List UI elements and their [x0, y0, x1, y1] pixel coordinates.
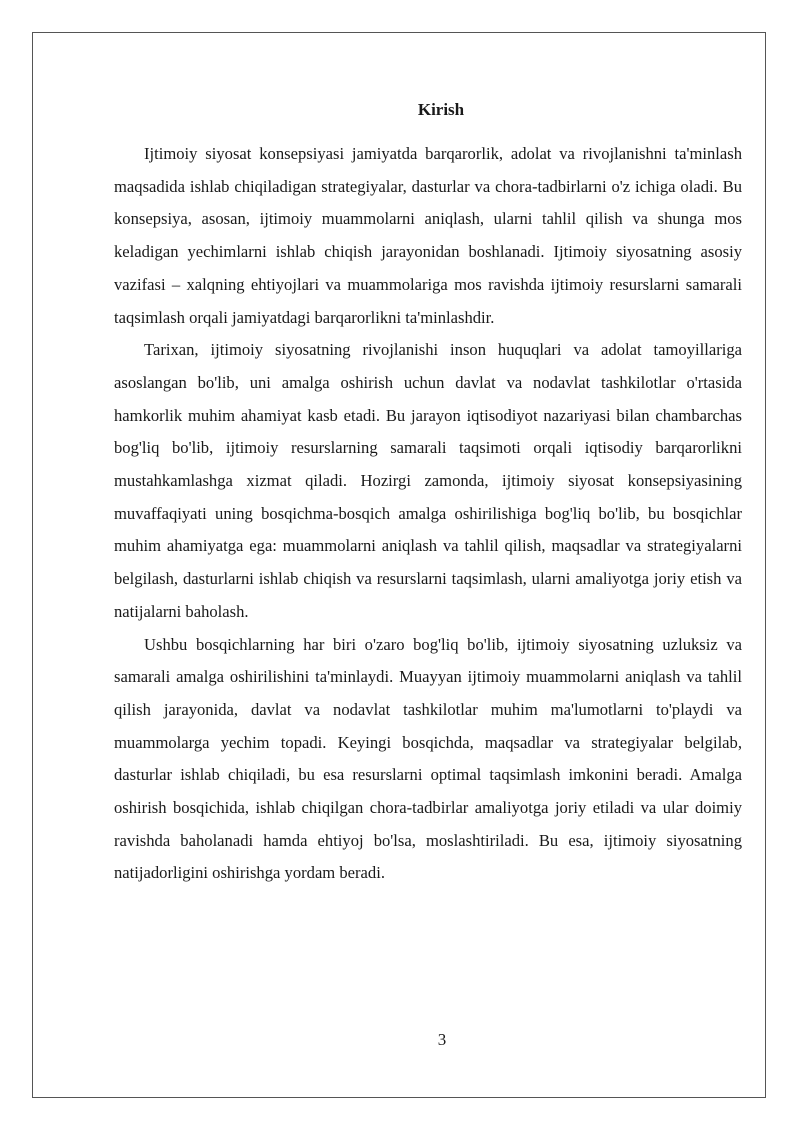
- paragraph-2: Tarixan, ijtimoiy siyosatning rivojlanishi inson huquqlari va adolat tamoyillariga asoslangan bo'lib, uni amalga oshirish uchun davlat va nodavlat tashkilotlar o'rtasida hamkorlik muhim ahamiyat kasb etadi. Bu jarayon iqtisodiyot nazariyasi bilan chambarchas bog'liq bo'lib, ijtimoiy resurslarning samarali taqsimoti orqali iqtisodiy barqarorlikni mustahkamlashga xizmat qiladi. Hozirgi zamonda, ijtimoiy siyosat konsepsiyasining muvaffaqiyati uning bosqichma-bosqich amalga oshirilishiga bog'liq bo'lib, bu bosqichlar muhim ahamiyatga ega: muammolarni aniqlash va tahlil qilish, maqsadlar va strategiyalarni belgilash, dasturlarni ishlab chiqish va resurslarni taqsimlash, ularni amaliyotga joriy etish va natijalarni baholash.: [114, 340, 742, 621]
- page-number: 3: [437, 1030, 447, 1049]
- paragraph-1: Ijtimoiy siyosat konsepsiyasi jamiyatda barqarorlik, adolat va rivojlanishni ta'minlash maqsadida ishlab chiqiladigan strategiyalar, dasturlar va chora-tadbirlarni o'z ichiga oladi. Bu konsepsiya, asosan, ijtimoiy muammolarni aniqlash, ularni tahlil qilish va shunga mos keladigan yechimlarni ishlab chiqish jarayonidan boshlanadi. Ijtimoiy siyosatning asosiy vazifasi – xalqning ehtiyojlari va muammolariga mos ravishda ijtimoiy resurslarni samarali taqsimlash orqali jamiyatdagi barqarorlikni ta'minlashdir.: [114, 144, 742, 327]
- paragraph-3: Ushbu bosqichlarning har biri o'zaro bog'liq bo'lib, ijtimoiy siyosatning uzluksiz va samarali amalga oshirilishini ta'minlaydi. Muayyan ijtimoiy muammolarni aniqlash va tahlil qilish jarayonida, davlat va nodavlat tashkilotlar muhim ma'lumotlarni to'playdi va muammolarga yechim topadi. Keyingi bosqichda, maqsadlar va strategiyalar belgilab, dasturlar ishlab chiqiladi, bu esa resurslarni optimal taqsimlash imkonini beradi. Amalga oshirish bosqichida, ishlab chiqilgan chora-tadbirlar amaliyotga joriy etiladi va ular doimiy ravishda baholanadi hamda ehtiyoj bo'lsa, moslashtiriladi. Bu esa, ijtimoiy siyosatning natijadorligini oshirishga yordam beradi.: [114, 634, 742, 883]
- section-title: Kirish: [417, 100, 465, 119]
- page-content: [114, 96, 742, 890]
